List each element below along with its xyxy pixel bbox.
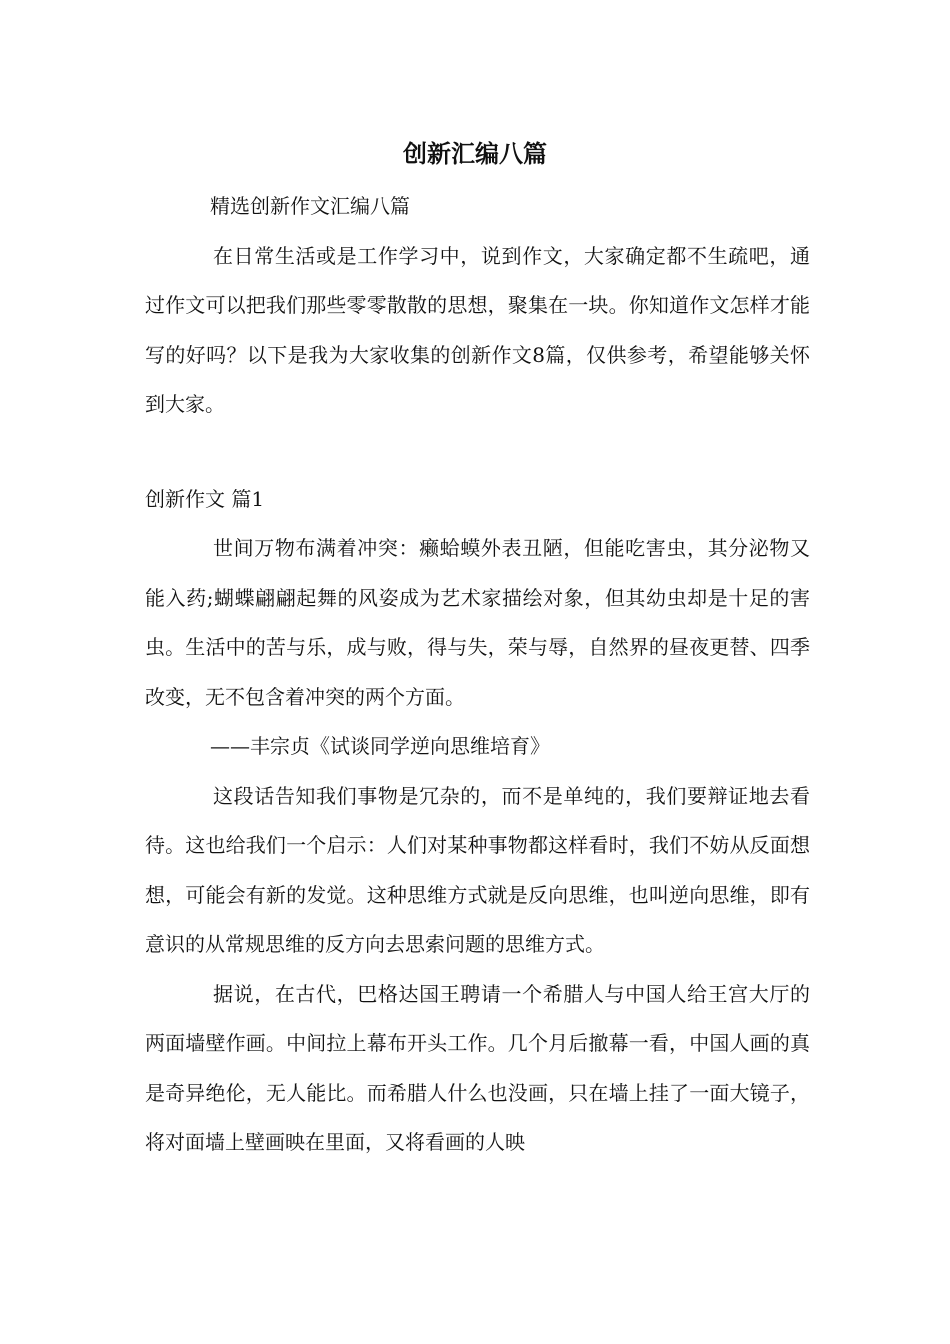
body-paragraph: 据说，在古代，巴格达国王聘请一个希腊人与中国人给王宫大厅的两面墙壁作画。中间拉上幕布开头工作。几个月后撤幕一看，中国人画的真是奇异绝伦，无人能比。而希腊人什么也没画，只在墙上挂了一面大镜子，将对面墙上壁画映在里面，又将看画的人映 [145, 981, 810, 1154]
section-heading: 创新作文 篇1 [145, 486, 265, 511]
document-title: 创新汇编八篇 [403, 139, 547, 168]
document-subtitle: 精选创新作文汇编八篇 [210, 194, 410, 218]
body-paragraph: 世间万物布满着冲突：癞蛤蟆外表丑陋，但能吃害虫，其分泌物又能入药;蝴蝶翩翩起舞的风姿成为艺术家描绘对象，但其幼虫却是十足的害虫。生活中的苦与乐，成与败，得与失，荣与辱，自然界的昼夜更替、四季改变，无不包含着冲突的两个方面。 [145, 536, 810, 709]
quote-attribution: ——丰宗贞《试谈同学逆向思维培育》 [210, 734, 550, 758]
document-body [145, 182, 810, 1168]
body-paragraph: 这段话告知我们事物是冗杂的，而不是单纯的，我们要辩证地去看待。这也给我们一个启示：人们对某种事物都这样看时，我们不妨从反面想想，可能会有新的发觉。这种思维方式就是反向思维，也叫逆向思维，即有意识的从常规思维的反方向去思索问题的思维方式。 [145, 783, 810, 956]
intro-paragraph: 在日常生活或是工作学习中，说到作文，大家确定都不生疏吧，通过作文可以把我们那些零零散散的思想，聚集在一块。你知道作文怎样才能写的好吗？以下是我为大家收集的创新作文8篇，仅供参考，希望能够关怀到大家。 [145, 243, 810, 416]
